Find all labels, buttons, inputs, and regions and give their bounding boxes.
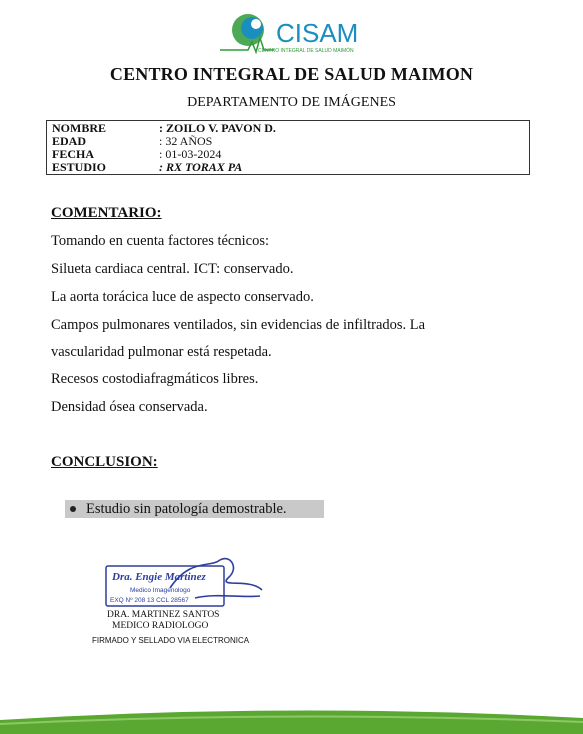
comentario-heading: COMENTARIO: xyxy=(51,205,162,221)
info-row-date xyxy=(52,148,529,161)
bullet-icon xyxy=(70,506,76,512)
doctor-role: MEDICO RADIOLOGO xyxy=(112,621,209,631)
signature-note: FIRMADO Y SELLADO VIA ELECTRONICA xyxy=(92,636,250,645)
cisam-logo xyxy=(218,6,378,58)
info-row-age xyxy=(52,135,529,148)
label-edad: EDAD xyxy=(52,134,87,148)
doctor-name: DRA. MARTINEZ SANTOS xyxy=(107,610,220,620)
logo-text: CISAM xyxy=(276,18,359,48)
stamp-name: Dra. Engie Martinez xyxy=(112,571,206,583)
label-nombre: NOMBRE xyxy=(52,121,106,135)
comment-line: Tomando en cuenta factores técnicos: xyxy=(51,233,270,249)
stamp-role: Medico Imagenologo xyxy=(130,587,191,594)
doctor-stamp xyxy=(100,548,270,618)
patient-info-box xyxy=(46,120,530,175)
comment-line: Densidad ósea conservada. xyxy=(51,399,208,415)
comment-line: Silueta cardiaca central. ICT: conservado. xyxy=(51,261,294,277)
footer-wave xyxy=(0,700,583,734)
stamp-exeq: EXQ Nº 208 13 CCL 28567 xyxy=(110,597,189,604)
comment-line: Recesos costodiafragmáticos libres. xyxy=(51,371,259,387)
value-estudio: : RX TORAX PA xyxy=(159,160,243,174)
clinic-title: CENTRO INTEGRAL DE SALUD MAIMON xyxy=(109,64,474,84)
comment-line: vascularidad pulmonar está respetada. xyxy=(51,344,272,360)
conclusion-heading: CONCLUSION: xyxy=(51,454,158,470)
logo-tagline: CENTRO INTEGRAL DE SALUD MAIMÓN xyxy=(258,48,354,54)
label-estudio: ESTUDIO xyxy=(52,160,107,174)
conclusion-text: Estudio sin patología demostrable. xyxy=(86,500,287,517)
label-fecha: FECHA xyxy=(52,147,94,161)
value-edad: : 32 AÑOS xyxy=(159,134,213,148)
value-fecha: : 01-03-2024 xyxy=(159,147,222,161)
department-title: DEPARTAMENTO DE IMÁGENES xyxy=(187,95,396,110)
info-row-name xyxy=(52,122,529,135)
conclusion-item xyxy=(65,500,324,518)
info-row-study xyxy=(52,161,529,174)
value-nombre: : ZOILO V. PAVON D. xyxy=(159,121,276,135)
comment-line: La aorta torácica luce de aspecto conservado. xyxy=(51,289,314,305)
comment-line: Campos pulmonares ventilados, sin evidencias de infiltrados. La xyxy=(51,317,426,333)
